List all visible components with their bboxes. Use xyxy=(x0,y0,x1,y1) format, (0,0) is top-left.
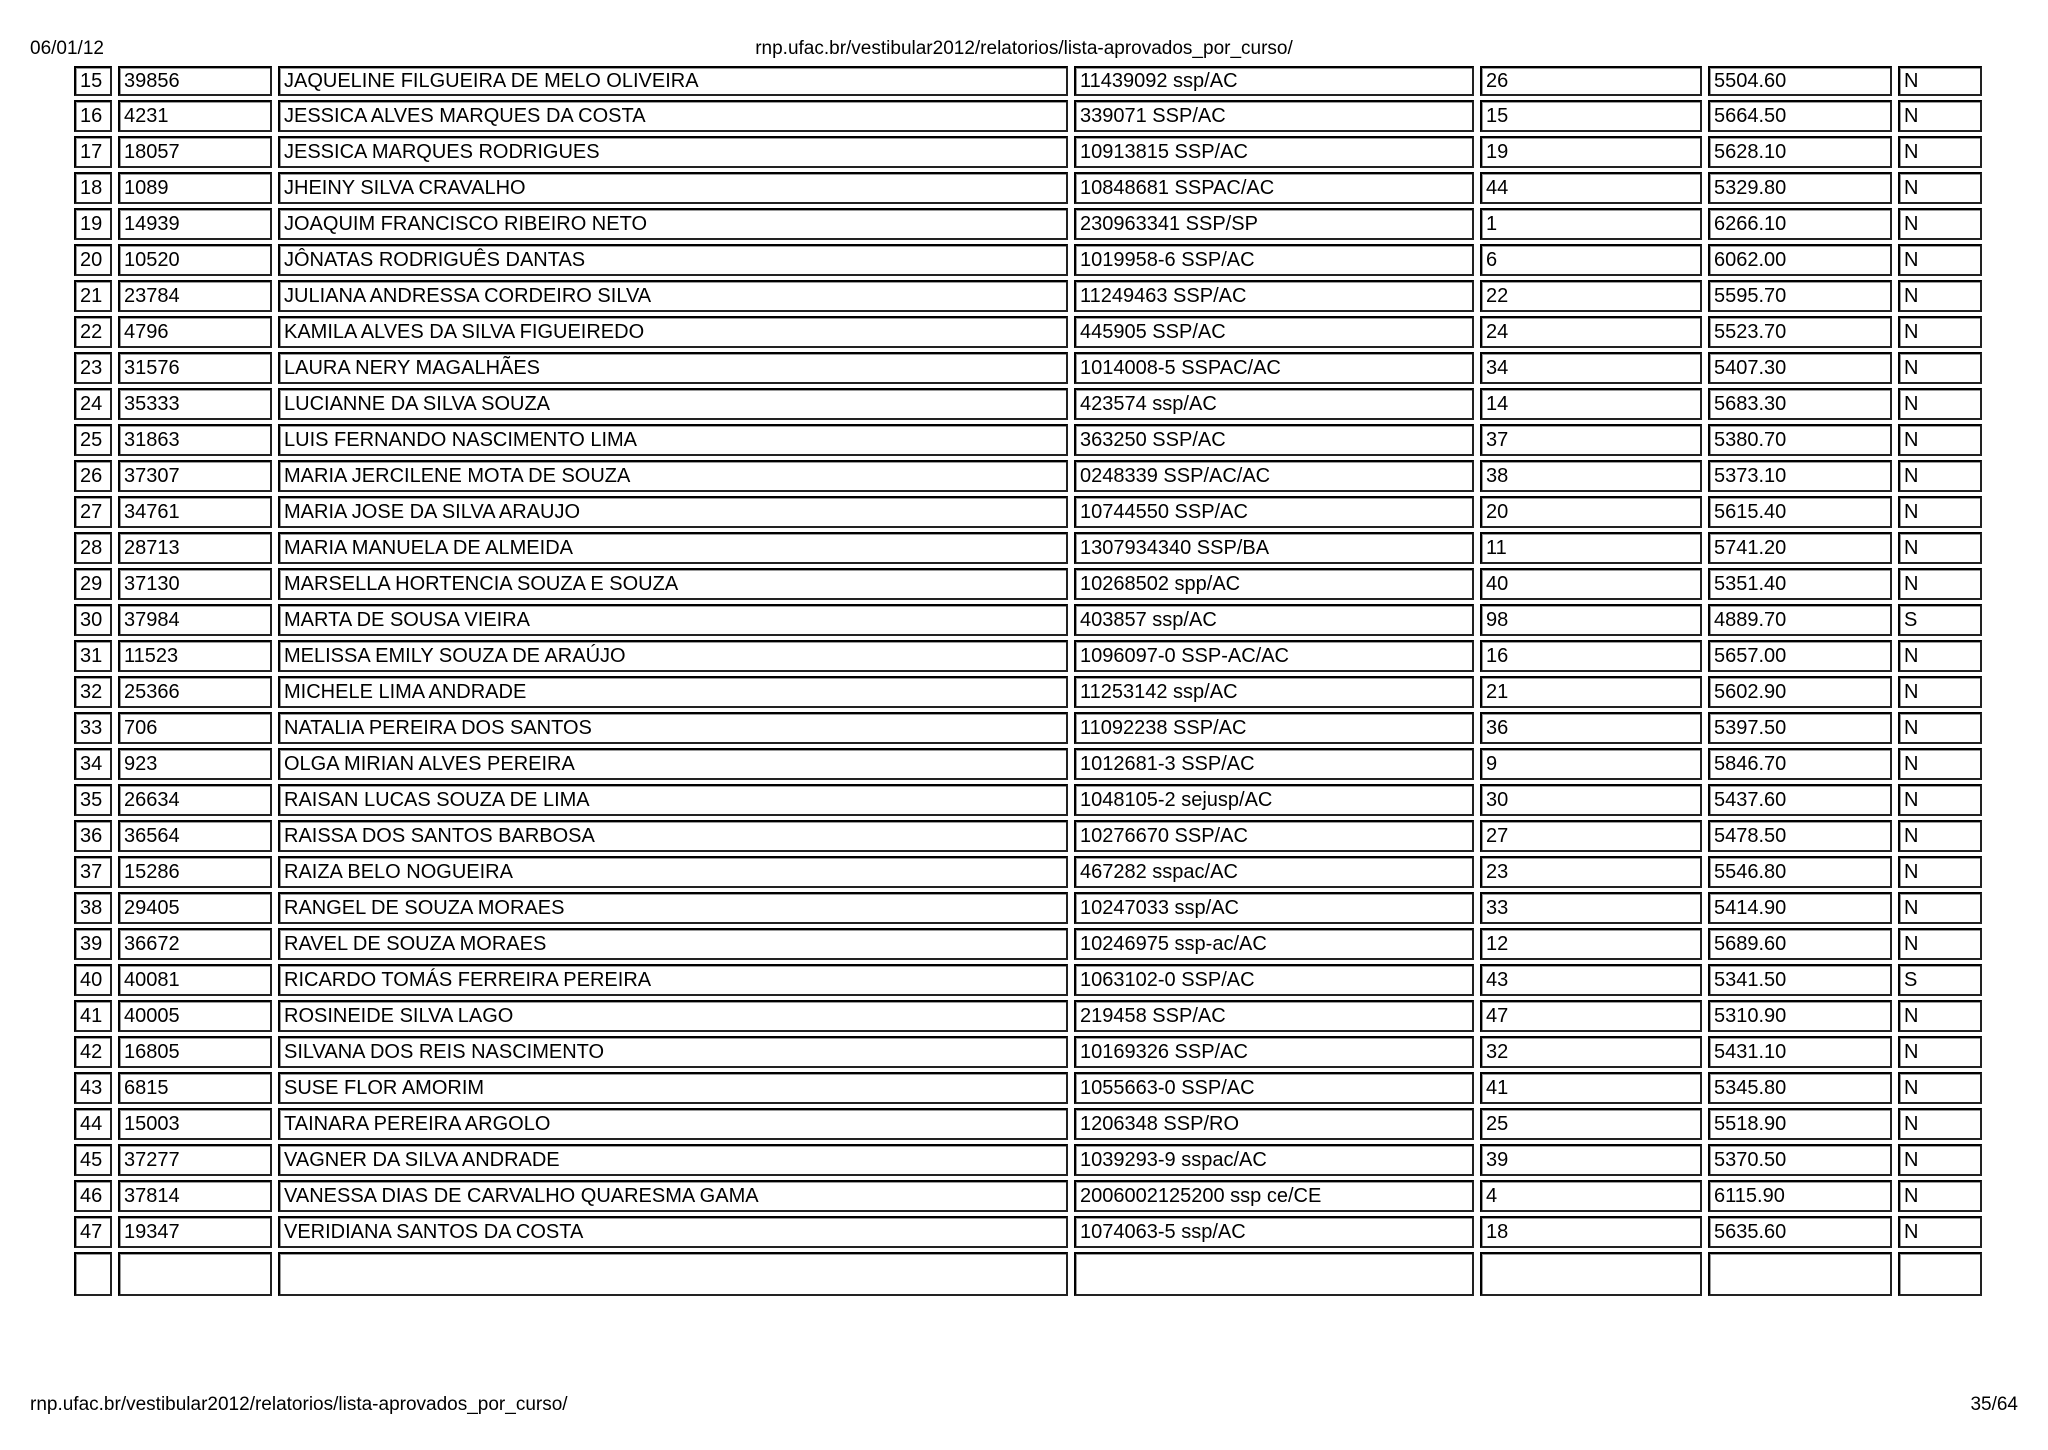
score-cell: 5546.80 xyxy=(1708,856,1892,888)
table-row xyxy=(74,136,1982,168)
position-cell: 47 xyxy=(74,1216,112,1248)
status-cell: N xyxy=(1898,928,1982,960)
candidate-name-cell: VERIDIANA SANTOS DA COSTA xyxy=(278,1216,1068,1248)
position-cell: 34 xyxy=(74,748,112,780)
status-cell: N xyxy=(1898,316,1982,348)
id-document-cell: 10744550 SSP/AC xyxy=(1074,496,1474,528)
status-cell: N xyxy=(1898,784,1982,816)
registration-cell: 36672 xyxy=(118,928,272,960)
registration-cell: 31863 xyxy=(118,424,272,456)
candidate-name-cell: RICARDO TOMÁS FERREIRA PEREIRA xyxy=(278,964,1068,996)
id-document-cell: 1074063-5 ssp/AC xyxy=(1074,1216,1474,1248)
registration-cell: 14939 xyxy=(118,208,272,240)
position-cell: 44 xyxy=(74,1108,112,1140)
table-row xyxy=(74,532,1982,564)
candidate-name-cell: JOAQUIM FRANCISCO RIBEIRO NETO xyxy=(278,208,1068,240)
score-cell: 6062.00 xyxy=(1708,244,1892,276)
score-cell: 5628.10 xyxy=(1708,136,1892,168)
rank-cell: 14 xyxy=(1480,388,1702,420)
position-cell: 40 xyxy=(74,964,112,996)
table-row xyxy=(74,244,1982,276)
table-row xyxy=(74,172,1982,204)
registration-cell: 6815 xyxy=(118,1072,272,1104)
position-cell: 45 xyxy=(74,1144,112,1176)
status-cell: N xyxy=(1898,208,1982,240)
rank-cell: 36 xyxy=(1480,712,1702,744)
empty-table-row xyxy=(74,1252,1982,1296)
table-row xyxy=(74,1144,1982,1176)
registration-cell: 4796 xyxy=(118,316,272,348)
registration-cell: 31576 xyxy=(118,352,272,384)
registration-cell: 28713 xyxy=(118,532,272,564)
table-row xyxy=(74,66,1982,96)
status-cell: N xyxy=(1898,1108,1982,1140)
registration-cell: 37814 xyxy=(118,1180,272,1212)
table-row xyxy=(74,208,1982,240)
candidate-name-cell: VAGNER DA SILVA ANDRADE xyxy=(278,1144,1068,1176)
id-document-cell: 10913815 SSP/AC xyxy=(1074,136,1474,168)
candidate-name-cell: JESSICA MARQUES RODRIGUES xyxy=(278,136,1068,168)
rank-cell: 15 xyxy=(1480,100,1702,132)
score-cell: 5370.50 xyxy=(1708,1144,1892,1176)
table-row xyxy=(74,280,1982,312)
rank-cell: 26 xyxy=(1480,66,1702,96)
id-document-cell: 11439092 ssp/AC xyxy=(1074,66,1474,96)
table-body xyxy=(74,66,1982,1296)
candidate-name-cell: RAISSA DOS SANTOS BARBOSA xyxy=(278,820,1068,852)
score-cell: 5397.50 xyxy=(1708,712,1892,744)
id-document-cell: 1019958-6 SSP/AC xyxy=(1074,244,1474,276)
table-row xyxy=(74,1180,1982,1212)
position-cell: 17 xyxy=(74,136,112,168)
candidate-name-cell: MARIA MANUELA DE ALMEIDA xyxy=(278,532,1068,564)
rank-cell: 40 xyxy=(1480,568,1702,600)
status-cell: N xyxy=(1898,172,1982,204)
rank-cell: 24 xyxy=(1480,316,1702,348)
registration-cell: 706 xyxy=(118,712,272,744)
table-row xyxy=(74,1000,1982,1032)
rank-cell: 6 xyxy=(1480,244,1702,276)
status-cell: N xyxy=(1898,280,1982,312)
table-row xyxy=(74,100,1982,132)
rank-cell: 25 xyxy=(1480,1108,1702,1140)
registration-cell: 4231 xyxy=(118,100,272,132)
id-document-cell: 1039293-9 sspac/AC xyxy=(1074,1144,1474,1176)
score-cell: 5683.30 xyxy=(1708,388,1892,420)
position-cell: 28 xyxy=(74,532,112,564)
rank-cell: 32 xyxy=(1480,1036,1702,1068)
id-document-cell: 230963341 SSP/SP xyxy=(1074,208,1474,240)
candidate-name-cell: SILVANA DOS REIS NASCIMENTO xyxy=(278,1036,1068,1068)
table-row xyxy=(74,316,1982,348)
position-cell: 38 xyxy=(74,892,112,924)
empty-cell xyxy=(1708,1252,1892,1296)
id-document-cell: 1063102-0 SSP/AC xyxy=(1074,964,1474,996)
status-cell: N xyxy=(1898,424,1982,456)
table-row xyxy=(74,640,1982,672)
candidate-name-cell: LAURA NERY MAGALHÃES xyxy=(278,352,1068,384)
score-cell: 5329.80 xyxy=(1708,172,1892,204)
id-document-cell: 1048105-2 sejusp/AC xyxy=(1074,784,1474,816)
score-cell: 5741.20 xyxy=(1708,532,1892,564)
position-cell: 41 xyxy=(74,1000,112,1032)
rank-cell: 11 xyxy=(1480,532,1702,564)
id-document-cell: 1307934340 SSP/BA xyxy=(1074,532,1474,564)
rank-cell: 20 xyxy=(1480,496,1702,528)
table-row xyxy=(74,388,1982,420)
candidate-name-cell: ROSINEIDE SILVA LAGO xyxy=(278,1000,1068,1032)
empty-cell xyxy=(74,1252,112,1296)
score-cell: 5341.50 xyxy=(1708,964,1892,996)
candidate-name-cell: TAINARA PEREIRA ARGOLO xyxy=(278,1108,1068,1140)
rank-cell: 19 xyxy=(1480,136,1702,168)
position-cell: 23 xyxy=(74,352,112,384)
score-cell: 5414.90 xyxy=(1708,892,1892,924)
score-cell: 5523.70 xyxy=(1708,316,1892,348)
registration-cell: 40081 xyxy=(118,964,272,996)
status-cell: N xyxy=(1898,1216,1982,1248)
position-cell: 15 xyxy=(74,66,112,96)
status-cell: N xyxy=(1898,460,1982,492)
position-cell: 33 xyxy=(74,712,112,744)
rank-cell: 23 xyxy=(1480,856,1702,888)
position-cell: 22 xyxy=(74,316,112,348)
status-cell: N xyxy=(1898,1072,1982,1104)
score-cell: 5380.70 xyxy=(1708,424,1892,456)
status-cell: N xyxy=(1898,352,1982,384)
score-cell: 5664.50 xyxy=(1708,100,1892,132)
candidate-name-cell: SUSE FLOR AMORIM xyxy=(278,1072,1068,1104)
registration-cell: 37307 xyxy=(118,460,272,492)
score-cell: 4889.70 xyxy=(1708,604,1892,636)
status-cell: N xyxy=(1898,532,1982,564)
table-row xyxy=(74,676,1982,708)
table-row xyxy=(74,820,1982,852)
registration-cell: 25366 xyxy=(118,676,272,708)
id-document-cell: 11249463 SSP/AC xyxy=(1074,280,1474,312)
registration-cell: 923 xyxy=(118,748,272,780)
status-cell: N xyxy=(1898,1000,1982,1032)
rank-cell: 4 xyxy=(1480,1180,1702,1212)
registration-cell: 40005 xyxy=(118,1000,272,1032)
candidate-name-cell: KAMILA ALVES DA SILVA FIGUEIREDO xyxy=(278,316,1068,348)
candidate-name-cell: VANESSA DIAS DE CARVALHO QUARESMA GAMA xyxy=(278,1180,1068,1212)
candidate-name-cell: MELISSA EMILY SOUZA DE ARAÚJO xyxy=(278,640,1068,672)
rank-cell: 16 xyxy=(1480,640,1702,672)
registration-cell: 37130 xyxy=(118,568,272,600)
score-cell: 5437.60 xyxy=(1708,784,1892,816)
table-row xyxy=(74,748,1982,780)
status-cell: S xyxy=(1898,604,1982,636)
candidate-name-cell: JESSICA ALVES MARQUES DA COSTA xyxy=(278,100,1068,132)
position-cell: 35 xyxy=(74,784,112,816)
status-cell: N xyxy=(1898,496,1982,528)
score-cell: 5351.40 xyxy=(1708,568,1892,600)
position-cell: 42 xyxy=(74,1036,112,1068)
score-cell: 5657.00 xyxy=(1708,640,1892,672)
position-cell: 30 xyxy=(74,604,112,636)
candidate-name-cell: LUIS FERNANDO NASCIMENTO LIMA xyxy=(278,424,1068,456)
candidate-name-cell: MARIA JOSE DA SILVA ARAUJO xyxy=(278,496,1068,528)
approved-list-table-region xyxy=(68,62,1984,1396)
status-cell: N xyxy=(1898,1036,1982,1068)
rank-cell: 18 xyxy=(1480,1216,1702,1248)
rank-cell: 22 xyxy=(1480,280,1702,312)
status-cell: N xyxy=(1898,640,1982,672)
table-row xyxy=(74,928,1982,960)
position-cell: 36 xyxy=(74,820,112,852)
candidate-name-cell: MICHELE LIMA ANDRADE xyxy=(278,676,1068,708)
table-row xyxy=(74,784,1982,816)
registration-cell: 39856 xyxy=(118,66,272,96)
registration-cell: 19347 xyxy=(118,1216,272,1248)
position-cell: 25 xyxy=(74,424,112,456)
id-document-cell: 219458 SSP/AC xyxy=(1074,1000,1474,1032)
id-document-cell: 423574 ssp/AC xyxy=(1074,388,1474,420)
candidate-name-cell: JAQUELINE FILGUEIRA DE MELO OLIVEIRA xyxy=(278,66,1068,96)
registration-cell: 23784 xyxy=(118,280,272,312)
score-cell: 6266.10 xyxy=(1708,208,1892,240)
table-row xyxy=(74,856,1982,888)
rank-cell: 9 xyxy=(1480,748,1702,780)
rank-cell: 37 xyxy=(1480,424,1702,456)
position-cell: 39 xyxy=(74,928,112,960)
id-document-cell: 11092238 SSP/AC xyxy=(1074,712,1474,744)
status-cell: N xyxy=(1898,1180,1982,1212)
registration-cell: 26634 xyxy=(118,784,272,816)
score-cell: 5345.80 xyxy=(1708,1072,1892,1104)
id-document-cell: 10246975 ssp-ac/AC xyxy=(1074,928,1474,960)
id-document-cell: 467282 sspac/AC xyxy=(1074,856,1474,888)
status-cell: N xyxy=(1898,66,1982,96)
id-document-cell: 1055663-0 SSP/AC xyxy=(1074,1072,1474,1104)
rank-cell: 39 xyxy=(1480,1144,1702,1176)
candidate-name-cell: RAIZA BELO NOGUEIRA xyxy=(278,856,1068,888)
table-row xyxy=(74,1108,1982,1140)
candidate-name-cell: OLGA MIRIAN ALVES PEREIRA xyxy=(278,748,1068,780)
table-row xyxy=(74,604,1982,636)
score-cell: 5407.30 xyxy=(1708,352,1892,384)
status-cell: N xyxy=(1898,892,1982,924)
table-row xyxy=(74,352,1982,384)
candidate-name-cell: JHEINY SILVA CRAVALHO xyxy=(278,172,1068,204)
rank-cell: 12 xyxy=(1480,928,1702,960)
print-date: 06/01/12 xyxy=(30,38,104,59)
approved-list-table xyxy=(68,62,1984,1300)
table-row xyxy=(74,460,1982,492)
score-cell: 5310.90 xyxy=(1708,1000,1892,1032)
status-cell: N xyxy=(1898,568,1982,600)
empty-cell xyxy=(1480,1252,1702,1296)
status-cell: N xyxy=(1898,748,1982,780)
id-document-cell: 1012681-3 SSP/AC xyxy=(1074,748,1474,780)
registration-cell: 29405 xyxy=(118,892,272,924)
candidate-name-cell: LUCIANNE DA SILVA SOUZA xyxy=(278,388,1068,420)
rank-cell: 43 xyxy=(1480,964,1702,996)
registration-cell: 34761 xyxy=(118,496,272,528)
rank-cell: 34 xyxy=(1480,352,1702,384)
rank-cell: 33 xyxy=(1480,892,1702,924)
score-cell: 6115.90 xyxy=(1708,1180,1892,1212)
position-cell: 20 xyxy=(74,244,112,276)
registration-cell: 1089 xyxy=(118,172,272,204)
position-cell: 19 xyxy=(74,208,112,240)
status-cell: N xyxy=(1898,1144,1982,1176)
candidate-name-cell: JULIANA ANDRESSA CORDEIRO SILVA xyxy=(278,280,1068,312)
registration-cell: 36564 xyxy=(118,820,272,852)
id-document-cell: 1206348 SSP/RO xyxy=(1074,1108,1474,1140)
candidate-name-cell: RAISAN LUCAS SOUZA DE LIMA xyxy=(278,784,1068,816)
position-cell: 46 xyxy=(74,1180,112,1212)
id-document-cell: 1096097-0 SSP-AC/AC xyxy=(1074,640,1474,672)
candidate-name-cell: MARSELLA HORTENCIA SOUZA E SOUZA xyxy=(278,568,1068,600)
score-cell: 5478.50 xyxy=(1708,820,1892,852)
id-document-cell: 10268502 spp/AC xyxy=(1074,568,1474,600)
page-url-footer: rnp.ufac.br/vestibular2012/relatorios/lista-aprovados_por_curso/ xyxy=(30,1394,568,1415)
position-cell: 26 xyxy=(74,460,112,492)
rank-cell: 21 xyxy=(1480,676,1702,708)
registration-cell: 15003 xyxy=(118,1108,272,1140)
table-row xyxy=(74,1036,1982,1068)
registration-cell: 37984 xyxy=(118,604,272,636)
position-cell: 21 xyxy=(74,280,112,312)
status-cell: N xyxy=(1898,820,1982,852)
id-document-cell: 339071 SSP/AC xyxy=(1074,100,1474,132)
id-document-cell: 445905 SSP/AC xyxy=(1074,316,1474,348)
score-cell: 5595.70 xyxy=(1708,280,1892,312)
id-document-cell: 363250 SSP/AC xyxy=(1074,424,1474,456)
rank-cell: 38 xyxy=(1480,460,1702,492)
table-row xyxy=(74,1072,1982,1104)
registration-cell: 35333 xyxy=(118,388,272,420)
id-document-cell: 10169326 SSP/AC xyxy=(1074,1036,1474,1068)
registration-cell: 18057 xyxy=(118,136,272,168)
table-row xyxy=(74,496,1982,528)
candidate-name-cell: RANGEL DE SOUZA MORAES xyxy=(278,892,1068,924)
score-cell: 5431.10 xyxy=(1708,1036,1892,1068)
table-row xyxy=(74,1216,1982,1248)
id-document-cell: 11253142 ssp/AC xyxy=(1074,676,1474,708)
id-document-cell: 10848681 SSPAC/AC xyxy=(1074,172,1474,204)
id-document-cell: 10276670 SSP/AC xyxy=(1074,820,1474,852)
candidate-name-cell: JÔNATAS RODRIGUÊS DANTAS xyxy=(278,244,1068,276)
registration-cell: 37277 xyxy=(118,1144,272,1176)
position-cell: 31 xyxy=(74,640,112,672)
status-cell: S xyxy=(1898,964,1982,996)
score-cell: 5373.10 xyxy=(1708,460,1892,492)
position-cell: 37 xyxy=(74,856,112,888)
page-number: 35/64 xyxy=(1970,1394,2018,1415)
score-cell: 5504.60 xyxy=(1708,66,1892,96)
rank-cell: 41 xyxy=(1480,1072,1702,1104)
id-document-cell: 0248339 SSP/AC/AC xyxy=(1074,460,1474,492)
score-cell: 5689.60 xyxy=(1708,928,1892,960)
empty-cell xyxy=(278,1252,1068,1296)
score-cell: 5518.90 xyxy=(1708,1108,1892,1140)
score-cell: 5602.90 xyxy=(1708,676,1892,708)
position-cell: 29 xyxy=(74,568,112,600)
id-document-cell: 1014008-5 SSPAC/AC xyxy=(1074,352,1474,384)
position-cell: 43 xyxy=(74,1072,112,1104)
candidate-name-cell: RAVEL DE SOUZA MORAES xyxy=(278,928,1068,960)
score-cell: 5615.40 xyxy=(1708,496,1892,528)
table-row xyxy=(74,712,1982,744)
status-cell: N xyxy=(1898,244,1982,276)
score-cell: 5635.60 xyxy=(1708,1216,1892,1248)
registration-cell: 15286 xyxy=(118,856,272,888)
candidate-name-cell: MARIA JERCILENE MOTA DE SOUZA xyxy=(278,460,1068,492)
table-row xyxy=(74,424,1982,456)
page-url-header: rnp.ufac.br/vestibular2012/relatorios/lista-aprovados_por_curso/ xyxy=(755,38,1293,59)
position-cell: 16 xyxy=(74,100,112,132)
status-cell: N xyxy=(1898,712,1982,744)
registration-cell: 10520 xyxy=(118,244,272,276)
registration-cell: 11523 xyxy=(118,640,272,672)
table-row xyxy=(74,568,1982,600)
position-cell: 27 xyxy=(74,496,112,528)
registration-cell: 16805 xyxy=(118,1036,272,1068)
rank-cell: 1 xyxy=(1480,208,1702,240)
position-cell: 18 xyxy=(74,172,112,204)
status-cell: N xyxy=(1898,676,1982,708)
score-cell: 5846.70 xyxy=(1708,748,1892,780)
position-cell: 32 xyxy=(74,676,112,708)
status-cell: N xyxy=(1898,136,1982,168)
rank-cell: 30 xyxy=(1480,784,1702,816)
rank-cell: 47 xyxy=(1480,1000,1702,1032)
rank-cell: 98 xyxy=(1480,604,1702,636)
empty-cell xyxy=(1898,1252,1982,1296)
id-document-cell: 403857 ssp/AC xyxy=(1074,604,1474,636)
position-cell: 24 xyxy=(74,388,112,420)
candidate-name-cell: MARTA DE SOUSA VIEIRA xyxy=(278,604,1068,636)
status-cell: N xyxy=(1898,388,1982,420)
empty-cell xyxy=(1074,1252,1474,1296)
id-document-cell: 10247033 ssp/AC xyxy=(1074,892,1474,924)
status-cell: N xyxy=(1898,100,1982,132)
candidate-name-cell: NATALIA PEREIRA DOS SANTOS xyxy=(278,712,1068,744)
id-document-cell: 2006002125200 ssp ce/CE xyxy=(1074,1180,1474,1212)
rank-cell: 44 xyxy=(1480,172,1702,204)
status-cell: N xyxy=(1898,856,1982,888)
table-row xyxy=(74,892,1982,924)
rank-cell: 27 xyxy=(1480,820,1702,852)
empty-cell xyxy=(118,1252,272,1296)
table-row xyxy=(74,964,1982,996)
